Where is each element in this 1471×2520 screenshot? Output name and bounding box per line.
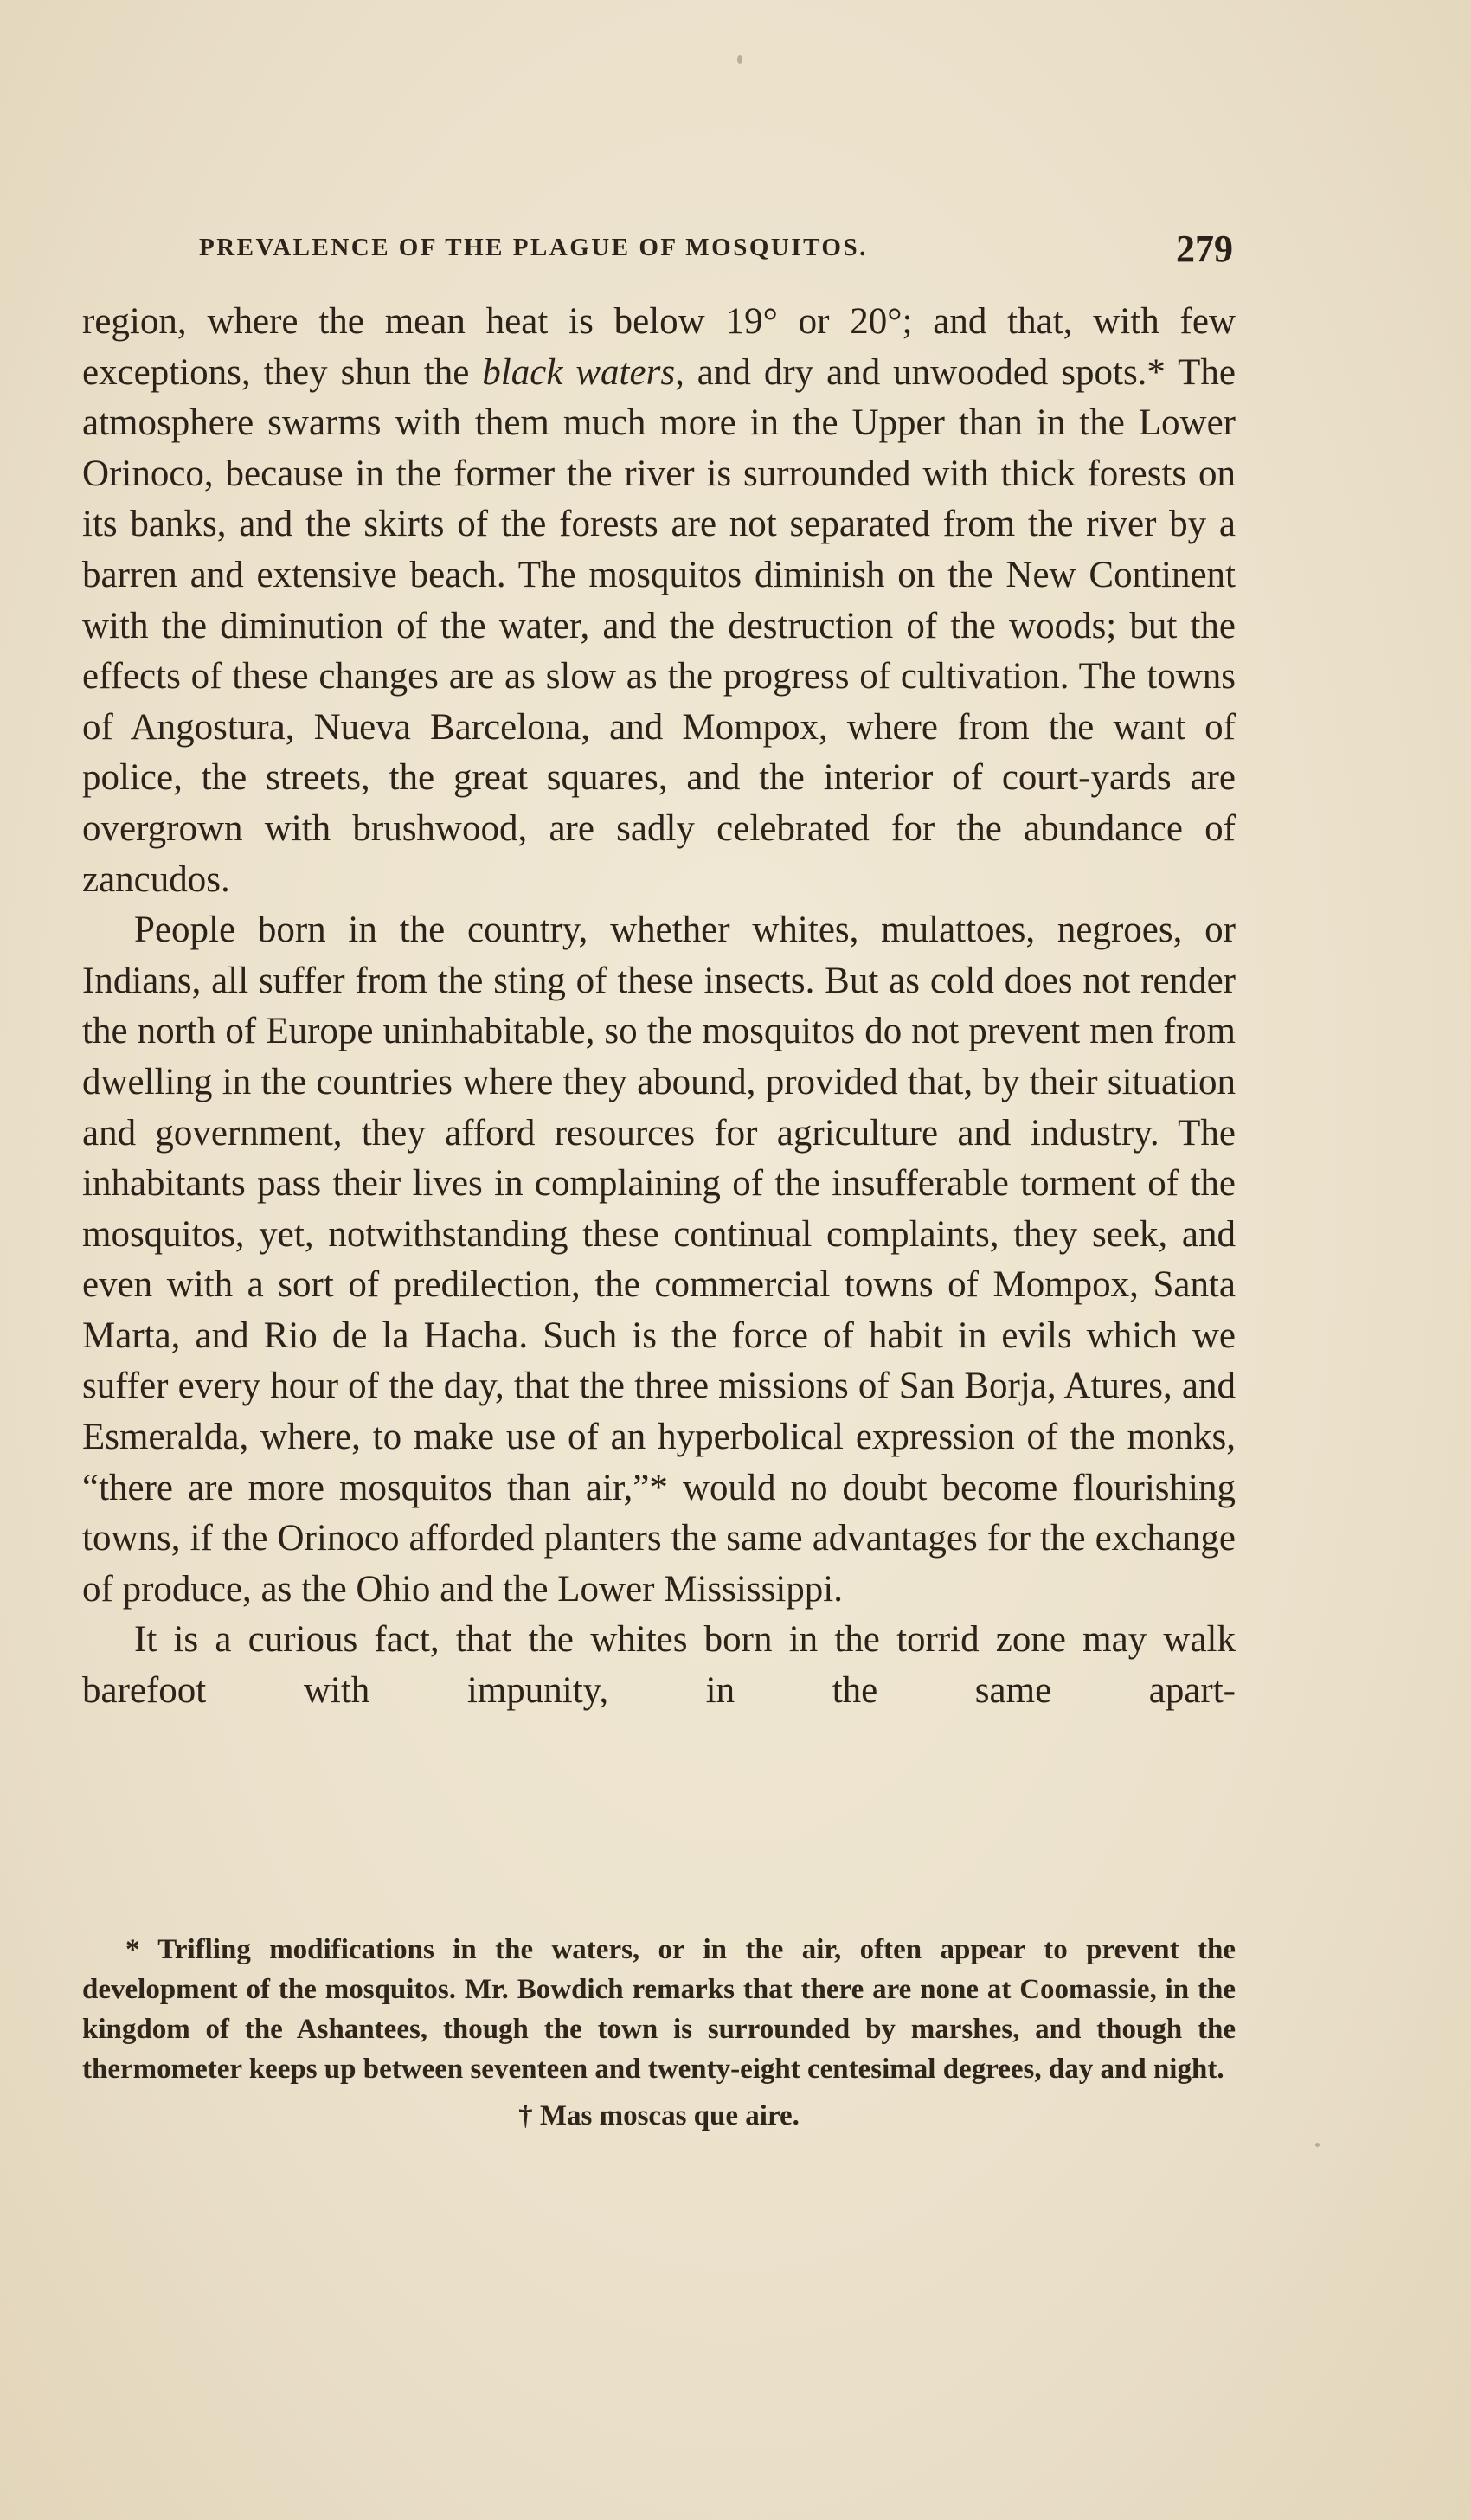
paper-blemish bbox=[1315, 2143, 1320, 2147]
paragraph-text: , and dry and unwooded spots.* The atmosphere swarms with them much more in the Upper than in the Lower Orinoco, because in the former the river is surrounded with thick forests on its banks, and the skirts of the forests are not separated from the river by a barren and extensive beach. The mosquitos diminish on the New Continent with the diminution of the water, and the destruction of the woods; but the effects of these changes are as slow as the progress of cultivation. The towns of Angostura, Nueva Barcelona, and Mompox, where from the want of police, the streets, the great squares, and the interior of court-yards are overgrown with brushwood, are sadly celebrated for the abundance of zancudos. bbox=[82, 351, 1236, 900]
page-header bbox=[199, 227, 1233, 279]
page-number: 279 bbox=[1176, 228, 1233, 270]
footnote: * Trifling modifications in the waters, or in the air, often appear to prevent the development of the mosquitos. Mr. Bowdich remarks that there are none at Coomassie, in the kingdom of the Ashantees, though the town is surrounded by marshes, and though the thermometer keeps up between seventeen and twenty-eight centesimal degrees, day and night. bbox=[82, 1934, 1236, 2085]
footnote: † Mas moscas que aire. bbox=[518, 2100, 800, 2131]
paper-blemish bbox=[737, 55, 742, 64]
running-head: PREVALENCE OF THE PLAGUE OF MOSQUITOS. bbox=[199, 234, 868, 261]
paragraph: It is a curious fact, that the whites born in the torrid zone may walk barefoot with impunity, in the same apart- bbox=[82, 1619, 1236, 1712]
paragraph: People born in the country, whether whites, mulattoes, negroes, or Indians, all suffer from the sting of these insects. But as cold does not render the north of Europe uninhabitable, so the mosquitos do not prevent men from dwelling in the countries where they abound, provided that, by their situation and government, they afford resources for agriculture and industry. The inhabitants pass their lives in complaining of the insufferable torment of the mosquitos, yet, notwithstanding these continual complaints, they seek, and even with a sort of predilection, the commercial towns of Mompox, Santa Marta, and Rio de la Hacha. Such is the force of habit in evils which we suffer every hour of the day, that the three missions of San Borja, Atures, and Esmeralda, where, to make use of an hyperbolical expression of the monks, “there are more mosquitos than air,”* would no doubt become flourishing towns, if the Orinoco afforded planters the same advantages for the exchange of produce, as the Ohio and the Lower Mississippi. bbox=[82, 910, 1236, 1610]
paragraph bbox=[82, 297, 1236, 905]
italic-phrase: black waters bbox=[482, 351, 676, 393]
paragraph-text: region, where the mean heat is below 19° or 20°; and that, with few exceptions, they shun the bbox=[82, 301, 1236, 393]
body-text bbox=[82, 297, 1236, 1717]
footnotes bbox=[82, 1930, 1236, 2136]
